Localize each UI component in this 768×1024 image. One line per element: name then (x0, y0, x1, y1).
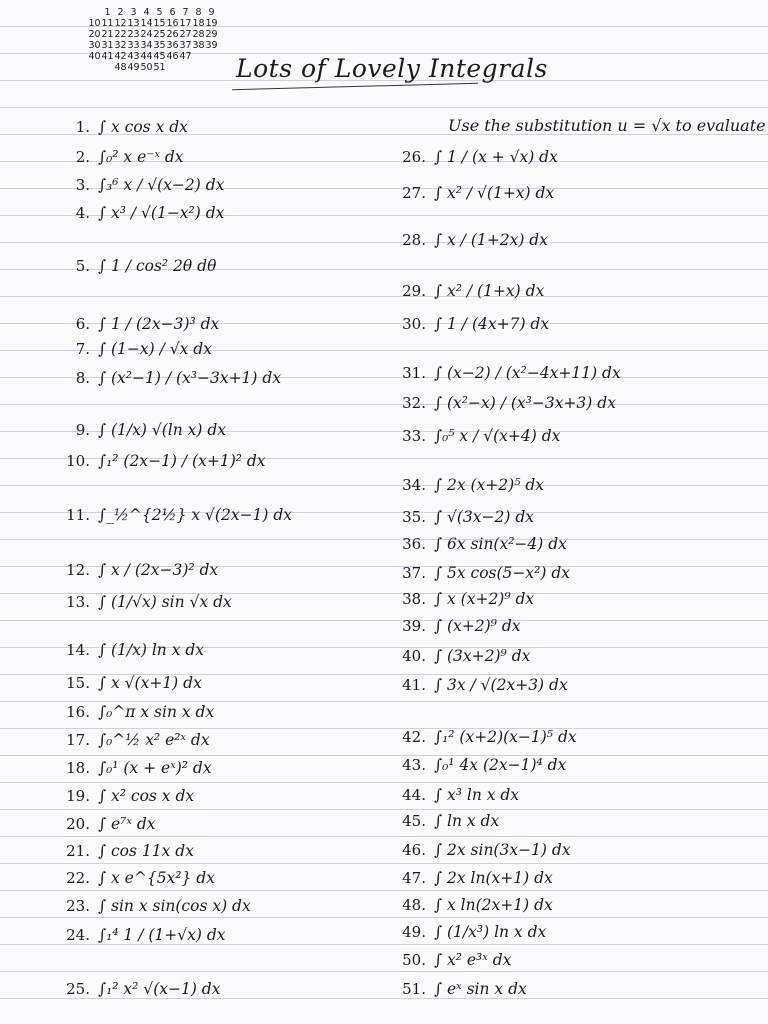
grid-number: 35 (153, 40, 166, 51)
integral-item (398, 617, 521, 635)
substitution-note: Use the substitution u = √x to evaluate (448, 116, 766, 135)
integral-number: 2. (75, 148, 90, 166)
integral-item (398, 184, 554, 202)
grid-number (205, 62, 218, 73)
integral-number: 43. (402, 756, 426, 774)
grid-number: 44 (140, 51, 153, 62)
integral-number: 21. (66, 842, 90, 860)
integral-expression: ∫ (1/x) √(ln x) dx (98, 421, 227, 439)
integral-number: 18. (66, 759, 90, 777)
integral-number: 27. (402, 184, 426, 202)
integral-expression: ∫ 5x cos(5−x²) dx (434, 564, 570, 582)
integral-number: 13. (66, 593, 90, 611)
integral-expression: ∫ x² / √(1+x) dx (434, 184, 555, 202)
grid-number (179, 62, 192, 73)
integral-number: 1. (75, 118, 90, 136)
grid-number (205, 51, 218, 62)
integral-expression: ∫ ln x dx (434, 812, 500, 830)
integral-number: 39. (402, 617, 426, 635)
integral-expression: ∫ (1/x³) ln x dx (434, 923, 547, 941)
grid-number: 42 (114, 51, 127, 62)
integral-item (398, 756, 566, 774)
integral-expression: ∫₀⁵ x / √(x+4) dx (434, 427, 561, 445)
integral-item (398, 951, 511, 969)
integral-item (398, 590, 534, 608)
integral-expression: ∫ x √(x+1) dx (98, 674, 202, 692)
integral-number: 6. (75, 315, 90, 333)
integral-item (62, 421, 226, 439)
integral-item (62, 506, 292, 524)
integral-expression: ∫ x cos x dx (98, 118, 188, 136)
grid-number: 8 (195, 7, 202, 18)
integral-item (62, 787, 194, 805)
integral-expression: ∫ x / (1+2x) dx (434, 231, 548, 249)
integral-expression: ∫ (1−x) / √x dx (98, 340, 212, 358)
integral-expression: ∫ 1 / cos² 2θ dθ (98, 257, 217, 275)
integral-number: 30. (402, 315, 426, 333)
grid-number: 1 (104, 7, 111, 18)
integral-expression: ∫ 2x ln(x+1) dx (434, 869, 553, 887)
integral-number: 5. (75, 257, 90, 275)
integral-expression: ∫ 1 / (2x−3)³ dx (98, 315, 220, 333)
title-underline (232, 83, 478, 90)
grid-number: 11 (101, 18, 114, 29)
grid-number: 16 (166, 18, 179, 29)
grid-number: 19 (205, 18, 218, 29)
integral-expression: ∫ x³ ln x dx (434, 786, 520, 804)
integral-item (62, 176, 224, 194)
integral-item (62, 118, 188, 136)
grid-number: 22 (114, 29, 127, 40)
integral-number: 23. (66, 897, 90, 915)
integral-expression: ∫₁² (2x−1) / (x+1)² dx (98, 452, 266, 470)
grid-number: 51 (153, 62, 166, 73)
grid-number (88, 7, 101, 18)
integral-item (398, 980, 527, 998)
integral-expression: ∫₀^π x sin x dx (98, 703, 215, 721)
integral-number: 45. (402, 812, 426, 830)
integral-expression: ∫₀² x e⁻ˣ dx (98, 148, 184, 166)
integral-number: 36. (402, 535, 426, 553)
integral-number: 14. (66, 641, 90, 659)
integral-number: 47. (402, 869, 426, 887)
grid-number: 33 (127, 40, 140, 51)
integral-expression: ∫_½^{2½} x √(2x−1) dx (98, 506, 293, 524)
integral-item (62, 257, 216, 275)
integral-expression: ∫₁² x² √(x−1) dx (98, 980, 221, 998)
integral-item (62, 703, 214, 721)
integral-number: 25. (66, 980, 90, 998)
grid-number: 46 (166, 51, 179, 62)
integral-expression: ∫ x / (2x−3)² dx (98, 561, 219, 579)
integral-number: 44. (402, 786, 426, 804)
grid-number (101, 62, 114, 73)
grid-number: 34 (140, 40, 153, 51)
integral-number: 48. (402, 896, 426, 914)
integral-item (398, 148, 558, 166)
integral-item (398, 394, 616, 412)
grid-number: 37 (179, 40, 192, 51)
grid-number: 40 (88, 51, 101, 62)
integral-number: 49. (402, 923, 426, 941)
grid-number (192, 62, 205, 73)
integral-item (62, 674, 202, 692)
grid-number (166, 62, 179, 73)
integral-item (62, 869, 215, 887)
integral-item (62, 561, 218, 579)
grid-number: 24 (140, 29, 153, 40)
integral-item (398, 923, 546, 941)
grid-number: 20 (88, 29, 101, 40)
integral-item (398, 728, 577, 746)
integral-number: 15. (66, 674, 90, 692)
grid-number: 13 (127, 18, 140, 29)
grid-number: 14 (140, 18, 153, 29)
grid-row (88, 62, 218, 73)
integral-item (62, 980, 220, 998)
integral-number: 22. (66, 869, 90, 887)
integral-item (398, 535, 567, 553)
grid-number: 10 (88, 18, 101, 29)
integral-expression: ∫ x (x+2)⁹ dx (434, 590, 535, 608)
integral-number: 37. (402, 564, 426, 582)
integral-item (62, 731, 210, 749)
integral-item (398, 282, 544, 300)
integral-number: 24. (66, 926, 90, 944)
integral-item (62, 842, 194, 860)
grid-number: 32 (114, 40, 127, 51)
grid-number: 39 (205, 40, 218, 51)
integral-number: 35. (402, 508, 426, 526)
grid-number: 31 (101, 40, 114, 51)
grid-number (88, 62, 101, 73)
integral-expression: ∫₀¹ (x + eˣ)² dx (98, 759, 212, 777)
integral-item (62, 452, 266, 470)
grid-number: 9 (208, 7, 215, 18)
grid-number: 3 (130, 7, 137, 18)
integral-number: 11. (66, 506, 90, 524)
grid-number: 5 (156, 7, 163, 18)
integral-number: 32. (402, 394, 426, 412)
integral-expression: ∫ (1/x) ln x dx (98, 641, 205, 659)
grid-number: 25 (153, 29, 166, 40)
grid-number: 27 (179, 29, 192, 40)
integral-number: 3. (75, 176, 90, 194)
integral-item (398, 564, 570, 582)
integral-number: 51. (402, 980, 426, 998)
grid-number: 50 (140, 62, 153, 73)
grid-number: 47 (179, 51, 192, 62)
integral-expression: ∫ (x−2) / (x²−4x+11) dx (434, 364, 621, 382)
integral-item (398, 676, 568, 694)
integral-item (62, 926, 226, 944)
integral-expression: ∫₀^½ x² e²ˣ dx (98, 731, 210, 749)
integral-item (398, 647, 530, 665)
grid-number: 36 (166, 40, 179, 51)
integral-expression: ∫ (x²−x) / (x³−3x+3) dx (434, 394, 616, 412)
integral-item (62, 593, 232, 611)
grid-number: 38 (192, 40, 205, 51)
integral-item (398, 364, 621, 382)
integral-item (62, 148, 184, 166)
integral-expression: ∫₁² (x+2)(x−1)⁵ dx (434, 728, 577, 746)
integral-expression: ∫ (3x+2)⁹ dx (434, 647, 531, 665)
grid-number: 15 (153, 18, 166, 29)
integral-number: 4. (75, 204, 90, 222)
integral-number: 38. (402, 590, 426, 608)
integral-item (398, 427, 560, 445)
integral-item (398, 315, 549, 333)
integral-item (62, 815, 155, 833)
grid-row (88, 7, 218, 18)
grid-number: 48 (114, 62, 127, 73)
grid-number: 28 (192, 29, 205, 40)
integral-number: 28. (402, 231, 426, 249)
grid-number: 18 (192, 18, 205, 29)
grid-number: 2 (117, 7, 124, 18)
integral-expression: ∫ 6x sin(x²−4) dx (434, 535, 567, 553)
integral-expression: ∫ √(3x−2) dx (434, 508, 535, 526)
integral-number: 12. (66, 561, 90, 579)
grid-number: 23 (127, 29, 140, 40)
grid-number: 7 (182, 7, 189, 18)
integral-number: 9. (75, 421, 90, 439)
grid-number: 41 (101, 51, 114, 62)
integral-item (398, 896, 553, 914)
grid-number: 4 (143, 7, 150, 18)
integral-number: 16. (66, 703, 90, 721)
integral-number: 20. (66, 815, 90, 833)
integral-item (62, 759, 212, 777)
integral-item (62, 641, 204, 659)
grid-number: 30 (88, 40, 101, 51)
integral-expression: ∫ eˣ sin x dx (434, 980, 527, 998)
integral-number: 33. (402, 427, 426, 445)
integral-number: 8. (75, 369, 90, 387)
integral-expression: ∫ x² cos x dx (98, 787, 195, 805)
integral-expression: ∫₀¹ 4x (2x−1)⁴ dx (434, 756, 567, 774)
integral-expression: ∫ cos 11x dx (98, 842, 194, 860)
integral-expression: ∫ x² / (1+x) dx (434, 282, 545, 300)
integral-number: 26. (402, 148, 426, 166)
integral-expression: ∫ 3x / √(2x+3) dx (434, 676, 568, 694)
grid-number: 49 (127, 62, 140, 73)
integral-expression: ∫₃⁶ x / √(x−2) dx (98, 176, 225, 194)
integral-expression: ∫ x e^{5x²} dx (98, 869, 215, 887)
number-grid (88, 7, 218, 73)
integral-number: 10. (66, 452, 90, 470)
integral-expression: ∫ x ln(2x+1) dx (434, 896, 553, 914)
grid-number: 43 (127, 51, 140, 62)
integral-item (62, 315, 219, 333)
integral-number: 7. (75, 340, 90, 358)
integral-expression: ∫ (x+2)⁹ dx (434, 617, 521, 635)
integral-item (62, 369, 281, 387)
grid-number (192, 51, 205, 62)
integral-expression: ∫ 1 / (4x+7) dx (434, 315, 550, 333)
integral-expression: ∫ x² e³ˣ dx (434, 951, 512, 969)
integral-item (398, 841, 571, 859)
integral-number: 50. (402, 951, 426, 969)
integral-number: 31. (402, 364, 426, 382)
integral-number: 40. (402, 647, 426, 665)
integral-expression: ∫₁⁴ 1 / (1+√x) dx (98, 926, 226, 944)
grid-number: 21 (101, 29, 114, 40)
integral-number: 17. (66, 731, 90, 749)
integral-expression: ∫ sin x sin(cos x) dx (98, 897, 251, 915)
integral-item (398, 812, 499, 830)
integral-expression: ∫ 2x (x+2)⁵ dx (434, 476, 545, 494)
integral-expression: ∫ (x²−1) / (x³−3x+1) dx (98, 369, 282, 387)
integral-item (398, 786, 519, 804)
integral-number: 42. (402, 728, 426, 746)
grid-number: 17 (179, 18, 192, 29)
integral-item (398, 476, 544, 494)
integral-item (62, 340, 212, 358)
integral-number: 29. (402, 282, 426, 300)
grid-row (88, 18, 218, 29)
integral-number: 41. (402, 676, 426, 694)
grid-number: 29 (205, 29, 218, 40)
integral-item (398, 231, 548, 249)
integral-expression: ∫ x³ / √(1−x²) dx (98, 204, 225, 222)
integral-number: 34. (402, 476, 426, 494)
integral-number: 46. (402, 841, 426, 859)
grid-number: 12 (114, 18, 127, 29)
integral-expression: ∫ e⁷ˣ dx (98, 815, 156, 833)
integral-expression: ∫ 1 / (x + √x) dx (434, 148, 558, 166)
integral-expression: ∫ 2x sin(3x−1) dx (434, 841, 571, 859)
integral-item (62, 204, 224, 222)
integral-item (62, 897, 251, 915)
grid-number: 6 (169, 7, 176, 18)
integral-expression: ∫ (1/√x) sin √x dx (98, 593, 232, 611)
grid-row (88, 40, 218, 51)
integral-item (398, 508, 534, 526)
integral-item (398, 869, 553, 887)
integral-number: 19. (66, 787, 90, 805)
page-title: Lots of Lovely Integrals (236, 54, 548, 83)
grid-row (88, 29, 218, 40)
grid-number: 26 (166, 29, 179, 40)
grid-number: 45 (153, 51, 166, 62)
grid-row (88, 51, 218, 62)
